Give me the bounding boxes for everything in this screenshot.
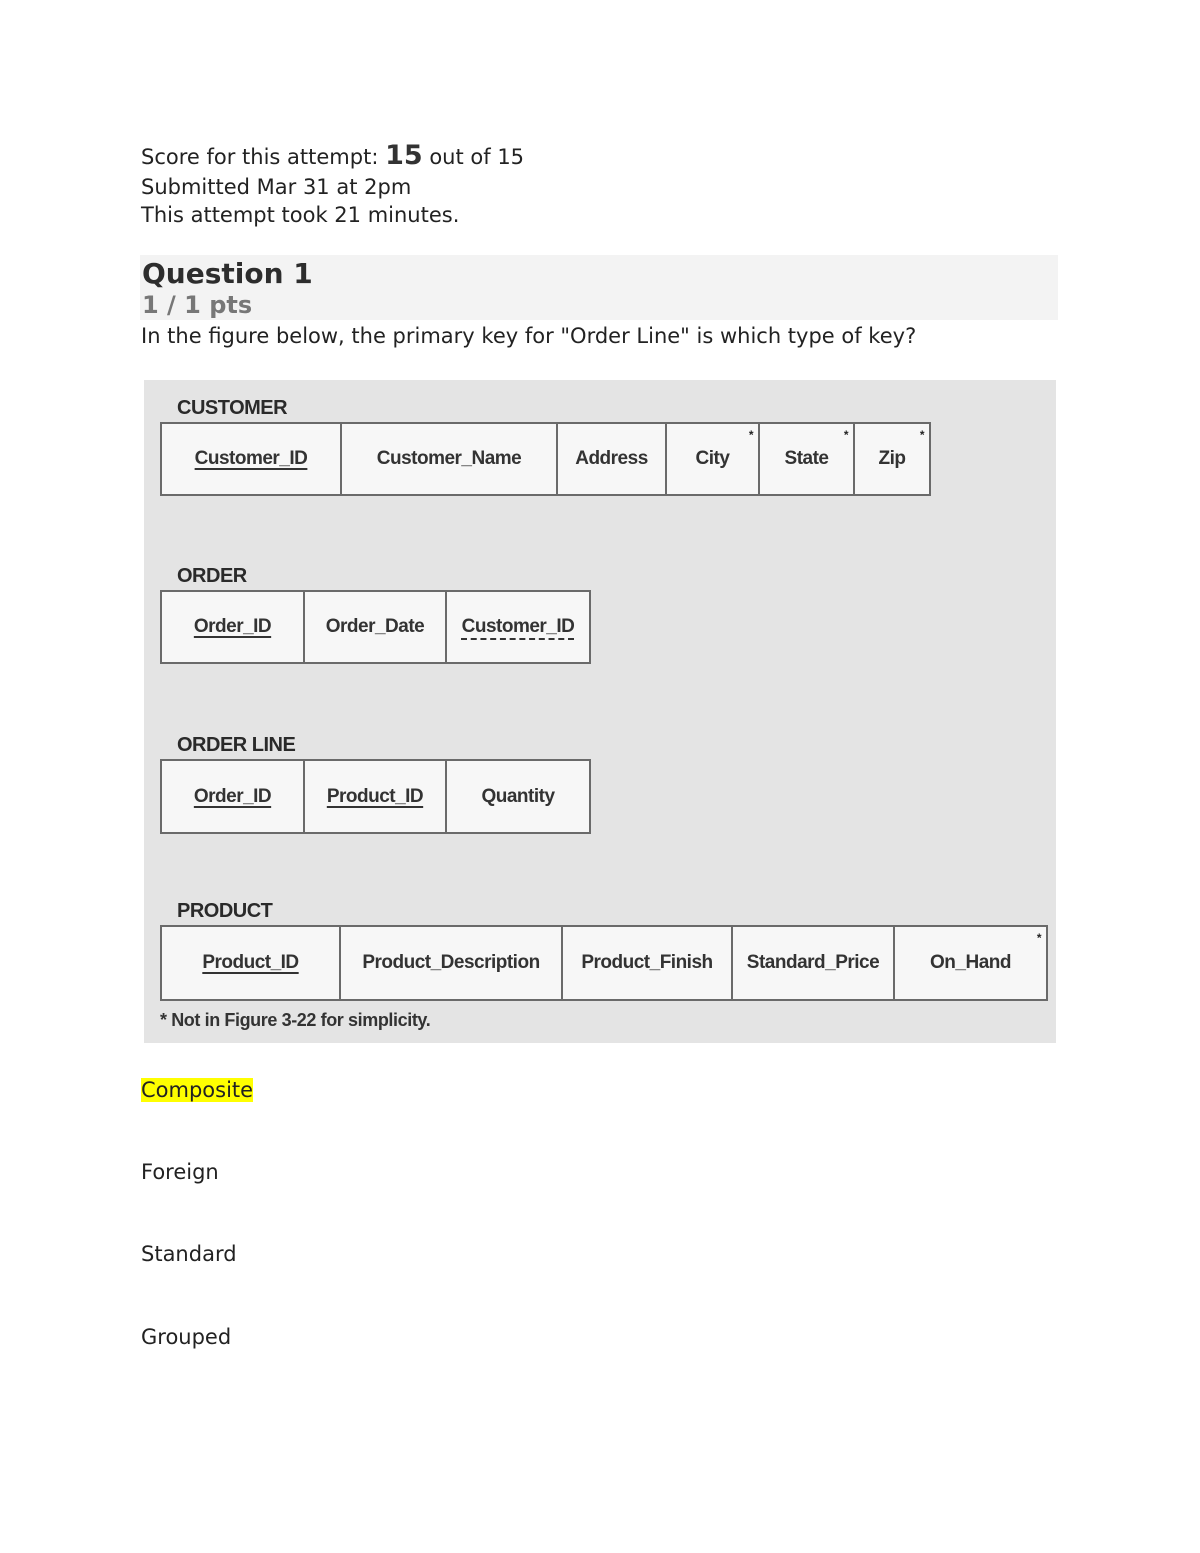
table-name-product: PRODUCT [177,900,273,922]
answer-option-1[interactable] [141,1076,253,1104]
column-on-hand [895,927,1046,999]
table-name-customer: CUSTOMER [177,397,288,419]
table-order [160,590,591,664]
column-label: City [695,448,730,469]
column-label: Customer_Name [376,448,522,469]
column-label: Order_ID [193,616,272,637]
column-product-id [305,761,447,832]
column-label: Order_Date [325,616,425,637]
column-zip [855,424,929,494]
column-order-id [162,761,305,832]
column-label: Address [575,448,648,469]
answer-option-3[interactable] [141,1240,237,1268]
column-address [558,424,667,494]
column-label: Product_ID [326,785,424,807]
answer-label: Foreign [141,1160,219,1184]
asterisk-marker: * [843,428,848,442]
answer-option-4[interactable] [141,1323,231,1351]
table-customer [160,422,931,496]
er-figure [144,380,1056,1043]
column-label: Zip [878,448,906,469]
asterisk-marker: * [748,428,753,442]
answer-label: Composite [141,1078,254,1102]
answer-label: Grouped [141,1325,232,1349]
column-product-id [162,927,341,999]
asterisk-marker: * [1036,931,1041,945]
column-label: Customer_ID [194,448,308,469]
question-points: 1 / 1 pts [142,291,253,319]
answer-option-2[interactable] [141,1158,219,1186]
score-suffix: out of 15 [422,145,525,169]
question-title: Question 1 [142,257,313,290]
submitted-line: Submitted Mar 31 at 2pm [141,175,412,199]
score-prefix: Score for this attempt: [141,145,386,169]
figure-footnote: * Not in Figure 3-22 for simplicity. [160,1010,431,1030]
question-header [140,255,1058,320]
score-line [141,142,524,171]
table-order-line [160,759,591,834]
asterisk-marker: * [919,428,924,442]
column-product-description [341,927,563,999]
column-label: On_Hand [930,952,1011,973]
column-label: Quantity [481,785,555,807]
table-product [160,925,1048,1001]
column-quantity [447,761,589,832]
column-label: Standard_Price [746,952,880,973]
score-value: 15 [385,140,423,171]
column-city [667,424,760,494]
column-customer-name [342,424,558,494]
column-state [760,424,855,494]
column-standard-price [733,927,895,999]
question-text: In the figure below, the primary key for "Order Line" is which type of key? [141,324,917,348]
table-name-order-line: ORDER LINE [177,734,296,756]
table-name-order: ORDER [177,565,247,587]
column-product-finish [563,927,733,999]
duration-line: This attempt took 21 minutes. [141,203,460,227]
column-label: Order_ID [193,785,272,807]
column-order-date [305,592,447,662]
column-customer-id-fk [447,592,589,662]
column-label: Product_Finish [581,952,713,973]
column-label: State [784,448,829,469]
column-label: Product_ID [202,952,299,973]
column-order-id [162,592,305,662]
column-label: Customer_ID [461,616,575,637]
column-customer-id [162,424,342,494]
column-label: Product_Description [362,952,540,973]
answer-label: Standard [141,1242,237,1266]
